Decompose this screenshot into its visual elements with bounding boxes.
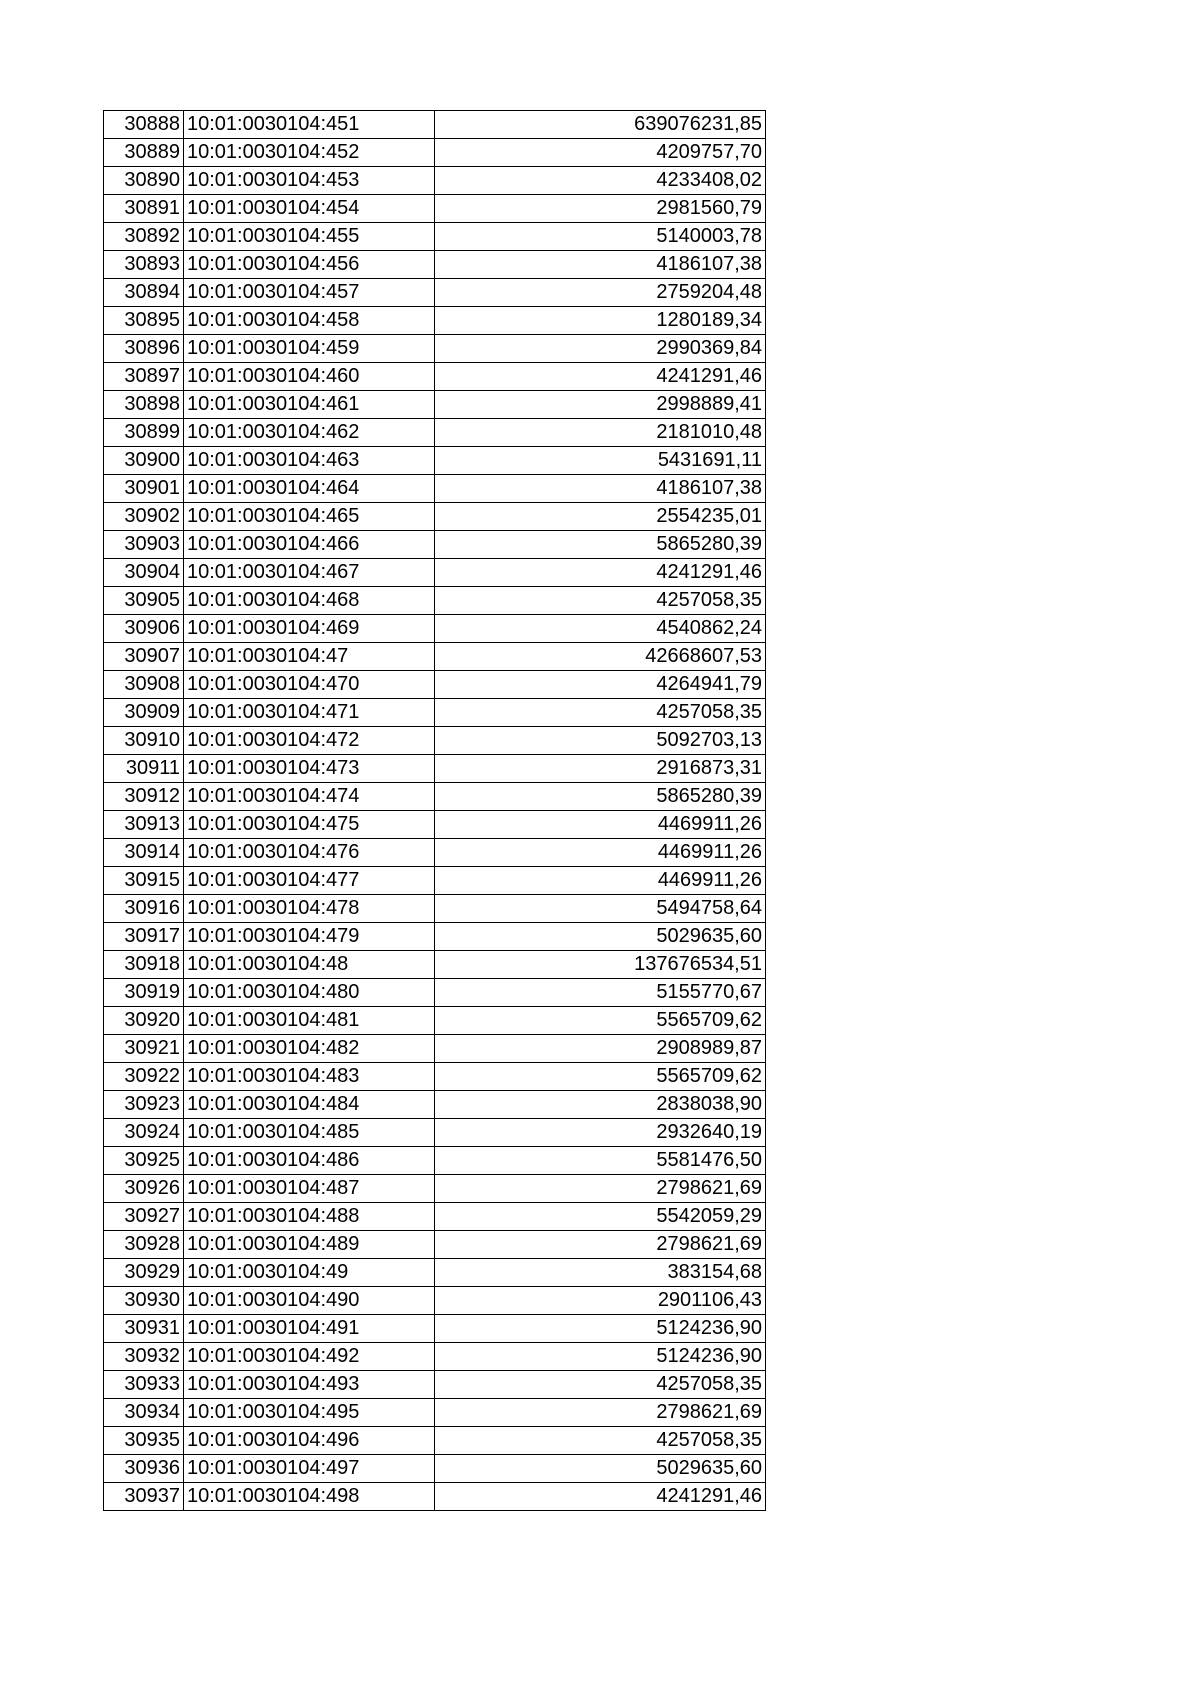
- row-number-cell: 30917: [104, 923, 184, 951]
- table-row: [104, 951, 766, 979]
- row-number-cell: 30890: [104, 167, 184, 195]
- value-cell: 4469911,26: [435, 811, 766, 839]
- table-row: [104, 111, 766, 139]
- row-number-cell: 30923: [104, 1091, 184, 1119]
- value-cell: 383154,68: [435, 1259, 766, 1287]
- row-number-cell: 30920: [104, 1007, 184, 1035]
- table-row: [104, 419, 766, 447]
- cadastral-number-cell: 10:01:0030104:478: [184, 895, 435, 923]
- value-cell: 4233408,02: [435, 167, 766, 195]
- value-cell: 2181010,48: [435, 419, 766, 447]
- value-cell: 2932640,19: [435, 1119, 766, 1147]
- table-row: [104, 839, 766, 867]
- cadastral-number-cell: 10:01:0030104:473: [184, 755, 435, 783]
- table-row: [104, 1063, 766, 1091]
- value-cell: 2981560,79: [435, 195, 766, 223]
- cadastral-number-cell: 10:01:0030104:467: [184, 559, 435, 587]
- value-cell: 2759204,48: [435, 279, 766, 307]
- row-number-cell: 30926: [104, 1175, 184, 1203]
- table-row: [104, 671, 766, 699]
- value-cell: 1280189,34: [435, 307, 766, 335]
- row-number-cell: 30894: [104, 279, 184, 307]
- row-number-cell: 30925: [104, 1147, 184, 1175]
- table-row: [104, 1119, 766, 1147]
- table-row: [104, 587, 766, 615]
- cadastral-number-cell: 10:01:0030104:471: [184, 699, 435, 727]
- cadastral-number-cell: 10:01:0030104:482: [184, 1035, 435, 1063]
- row-number-cell: 30900: [104, 447, 184, 475]
- row-number-cell: 30897: [104, 363, 184, 391]
- cadastral-number-cell: 10:01:0030104:461: [184, 391, 435, 419]
- value-cell: 4186107,38: [435, 251, 766, 279]
- row-number-cell: 30911: [104, 755, 184, 783]
- cadastral-number-cell: 10:01:0030104:47: [184, 643, 435, 671]
- table-row: [104, 503, 766, 531]
- table-row: [104, 531, 766, 559]
- cadastral-number-cell: 10:01:0030104:453: [184, 167, 435, 195]
- table-row: [104, 167, 766, 195]
- row-number-cell: 30899: [104, 419, 184, 447]
- row-number-cell: 30895: [104, 307, 184, 335]
- value-cell: 5565709,62: [435, 1007, 766, 1035]
- cadastral-number-cell: 10:01:0030104:489: [184, 1231, 435, 1259]
- cadastral-number-cell: 10:01:0030104:49: [184, 1259, 435, 1287]
- table-row: [104, 391, 766, 419]
- value-cell: 5865280,39: [435, 531, 766, 559]
- cadastral-number-cell: 10:01:0030104:486: [184, 1147, 435, 1175]
- cadastral-number-cell: 10:01:0030104:466: [184, 531, 435, 559]
- table-row: [104, 475, 766, 503]
- table-row: [104, 307, 766, 335]
- value-cell: 4257058,35: [435, 587, 766, 615]
- value-cell: 5542059,29: [435, 1203, 766, 1231]
- value-cell: 4241291,46: [435, 1483, 766, 1511]
- value-cell: 137676534,51: [435, 951, 766, 979]
- table-row: [104, 1427, 766, 1455]
- value-cell: 42668607,53: [435, 643, 766, 671]
- row-number-cell: 30910: [104, 727, 184, 755]
- value-cell: 5581476,50: [435, 1147, 766, 1175]
- table-row: [104, 1287, 766, 1315]
- table-row: [104, 1147, 766, 1175]
- value-cell: 5124236,90: [435, 1343, 766, 1371]
- table-row: [104, 867, 766, 895]
- cadastral-number-cell: 10:01:0030104:491: [184, 1315, 435, 1343]
- table-row: [104, 335, 766, 363]
- cadastral-number-cell: 10:01:0030104:457: [184, 279, 435, 307]
- value-cell: 4209757,70: [435, 139, 766, 167]
- value-cell: 2916873,31: [435, 755, 766, 783]
- row-number-cell: 30891: [104, 195, 184, 223]
- cadastral-number-cell: 10:01:0030104:455: [184, 223, 435, 251]
- cadastral-number-cell: 10:01:0030104:479: [184, 923, 435, 951]
- row-number-cell: 30909: [104, 699, 184, 727]
- row-number-cell: 30933: [104, 1371, 184, 1399]
- cadastral-number-cell: 10:01:0030104:492: [184, 1343, 435, 1371]
- row-number-cell: 30892: [104, 223, 184, 251]
- row-number-cell: 30918: [104, 951, 184, 979]
- value-cell: 2798621,69: [435, 1231, 766, 1259]
- table-row: [104, 699, 766, 727]
- value-cell: 4186107,38: [435, 475, 766, 503]
- row-number-cell: 30901: [104, 475, 184, 503]
- table-row: [104, 1007, 766, 1035]
- row-number-cell: 30914: [104, 839, 184, 867]
- table-row: [104, 1399, 766, 1427]
- row-number-cell: 30919: [104, 979, 184, 1007]
- value-cell: 4241291,46: [435, 559, 766, 587]
- cadastral-number-cell: 10:01:0030104:477: [184, 867, 435, 895]
- table-row: [104, 1175, 766, 1203]
- row-number-cell: 30903: [104, 531, 184, 559]
- table-row: [104, 139, 766, 167]
- value-cell: 5155770,67: [435, 979, 766, 1007]
- value-cell: 5865280,39: [435, 783, 766, 811]
- cadastral-number-cell: 10:01:0030104:493: [184, 1371, 435, 1399]
- row-number-cell: 30908: [104, 671, 184, 699]
- row-number-cell: 30896: [104, 335, 184, 363]
- cadastral-number-cell: 10:01:0030104:498: [184, 1483, 435, 1511]
- cadastral-number-cell: 10:01:0030104:470: [184, 671, 435, 699]
- table-row: [104, 1091, 766, 1119]
- value-cell: 4241291,46: [435, 363, 766, 391]
- table-row: [104, 895, 766, 923]
- row-number-cell: 30927: [104, 1203, 184, 1231]
- table-row: [104, 1035, 766, 1063]
- value-cell: 5124236,90: [435, 1315, 766, 1343]
- cadastral-number-cell: 10:01:0030104:483: [184, 1063, 435, 1091]
- row-number-cell: 30934: [104, 1399, 184, 1427]
- value-cell: 5431691,11: [435, 447, 766, 475]
- row-number-cell: 30922: [104, 1063, 184, 1091]
- cadastral-number-cell: 10:01:0030104:495: [184, 1399, 435, 1427]
- row-number-cell: 30936: [104, 1455, 184, 1483]
- cadastral-number-cell: 10:01:0030104:476: [184, 839, 435, 867]
- value-cell: 2838038,90: [435, 1091, 766, 1119]
- value-cell: 2990369,84: [435, 335, 766, 363]
- row-number-cell: 30889: [104, 139, 184, 167]
- table-row: [104, 195, 766, 223]
- row-number-cell: 30905: [104, 587, 184, 615]
- value-cell: 4469911,26: [435, 839, 766, 867]
- table-row: [104, 1483, 766, 1511]
- value-cell: 4257058,35: [435, 1427, 766, 1455]
- value-cell: 5092703,13: [435, 727, 766, 755]
- value-cell: 2798621,69: [435, 1399, 766, 1427]
- cadastral-number-cell: 10:01:0030104:484: [184, 1091, 435, 1119]
- value-cell: 5029635,60: [435, 1455, 766, 1483]
- cadastral-number-cell: 10:01:0030104:487: [184, 1175, 435, 1203]
- table-row: [104, 1203, 766, 1231]
- row-number-cell: 30921: [104, 1035, 184, 1063]
- table-row: [104, 363, 766, 391]
- row-number-cell: 30906: [104, 615, 184, 643]
- row-number-cell: 30924: [104, 1119, 184, 1147]
- value-cell: 2901106,43: [435, 1287, 766, 1315]
- cadastral-number-cell: 10:01:0030104:454: [184, 195, 435, 223]
- cadastral-number-cell: 10:01:0030104:474: [184, 783, 435, 811]
- table-row: [104, 279, 766, 307]
- row-number-cell: 30912: [104, 783, 184, 811]
- cadastral-number-cell: 10:01:0030104:452: [184, 139, 435, 167]
- value-cell: 2554235,01: [435, 503, 766, 531]
- row-number-cell: 30907: [104, 643, 184, 671]
- value-cell: 4469911,26: [435, 867, 766, 895]
- row-number-cell: 30930: [104, 1287, 184, 1315]
- table-row: [104, 811, 766, 839]
- cadastral-number-cell: 10:01:0030104:458: [184, 307, 435, 335]
- row-number-cell: 30915: [104, 867, 184, 895]
- cadastral-number-cell: 10:01:0030104:481: [184, 1007, 435, 1035]
- value-cell: 639076231,85: [435, 111, 766, 139]
- table-body: [104, 111, 766, 1511]
- row-number-cell: 30931: [104, 1315, 184, 1343]
- cadastral-number-cell: 10:01:0030104:469: [184, 615, 435, 643]
- cadastral-value-table: [103, 110, 766, 1511]
- row-number-cell: 30929: [104, 1259, 184, 1287]
- row-number-cell: 30928: [104, 1231, 184, 1259]
- value-cell: 2798621,69: [435, 1175, 766, 1203]
- cadastral-number-cell: 10:01:0030104:497: [184, 1455, 435, 1483]
- table-row: [104, 559, 766, 587]
- value-cell: 4257058,35: [435, 699, 766, 727]
- table-row: [104, 223, 766, 251]
- value-cell: 2908989,87: [435, 1035, 766, 1063]
- row-number-cell: 30904: [104, 559, 184, 587]
- cadastral-number-cell: 10:01:0030104:496: [184, 1427, 435, 1455]
- table-row: [104, 923, 766, 951]
- table-row: [104, 783, 766, 811]
- value-cell: 4540862,24: [435, 615, 766, 643]
- table-row: [104, 1371, 766, 1399]
- row-number-cell: 30937: [104, 1483, 184, 1511]
- table-row: [104, 251, 766, 279]
- cadastral-number-cell: 10:01:0030104:464: [184, 475, 435, 503]
- cadastral-number-cell: 10:01:0030104:488: [184, 1203, 435, 1231]
- row-number-cell: 30913: [104, 811, 184, 839]
- table-row: [104, 755, 766, 783]
- value-cell: 5140003,78: [435, 223, 766, 251]
- cadastral-number-cell: 10:01:0030104:468: [184, 587, 435, 615]
- table-row: [104, 615, 766, 643]
- table-row: [104, 1455, 766, 1483]
- row-number-cell: 30888: [104, 111, 184, 139]
- row-number-cell: 30935: [104, 1427, 184, 1455]
- value-cell: 4257058,35: [435, 1371, 766, 1399]
- cadastral-number-cell: 10:01:0030104:456: [184, 251, 435, 279]
- cadastral-number-cell: 10:01:0030104:462: [184, 419, 435, 447]
- table-row: [104, 1343, 766, 1371]
- cadastral-number-cell: 10:01:0030104:465: [184, 503, 435, 531]
- value-cell: 5565709,62: [435, 1063, 766, 1091]
- cadastral-number-cell: 10:01:0030104:485: [184, 1119, 435, 1147]
- cadastral-number-cell: 10:01:0030104:463: [184, 447, 435, 475]
- table-row: [104, 643, 766, 671]
- table-row: [104, 447, 766, 475]
- row-number-cell: 30893: [104, 251, 184, 279]
- cadastral-number-cell: 10:01:0030104:472: [184, 727, 435, 755]
- table-row: [104, 1231, 766, 1259]
- row-number-cell: 30898: [104, 391, 184, 419]
- value-cell: 2998889,41: [435, 391, 766, 419]
- value-cell: 5029635,60: [435, 923, 766, 951]
- table-row: [104, 1259, 766, 1287]
- row-number-cell: 30902: [104, 503, 184, 531]
- cadastral-number-cell: 10:01:0030104:480: [184, 979, 435, 1007]
- cadastral-number-cell: 10:01:0030104:459: [184, 335, 435, 363]
- cadastral-number-cell: 10:01:0030104:490: [184, 1287, 435, 1315]
- value-cell: 5494758,64: [435, 895, 766, 923]
- cadastral-number-cell: 10:01:0030104:460: [184, 363, 435, 391]
- row-number-cell: 30916: [104, 895, 184, 923]
- value-cell: 4264941,79: [435, 671, 766, 699]
- row-number-cell: 30932: [104, 1343, 184, 1371]
- cadastral-number-cell: 10:01:0030104:475: [184, 811, 435, 839]
- table-row: [104, 727, 766, 755]
- cadastral-number-cell: 10:01:0030104:451: [184, 111, 435, 139]
- table-row: [104, 979, 766, 1007]
- cadastral-number-cell: 10:01:0030104:48: [184, 951, 435, 979]
- table-row: [104, 1315, 766, 1343]
